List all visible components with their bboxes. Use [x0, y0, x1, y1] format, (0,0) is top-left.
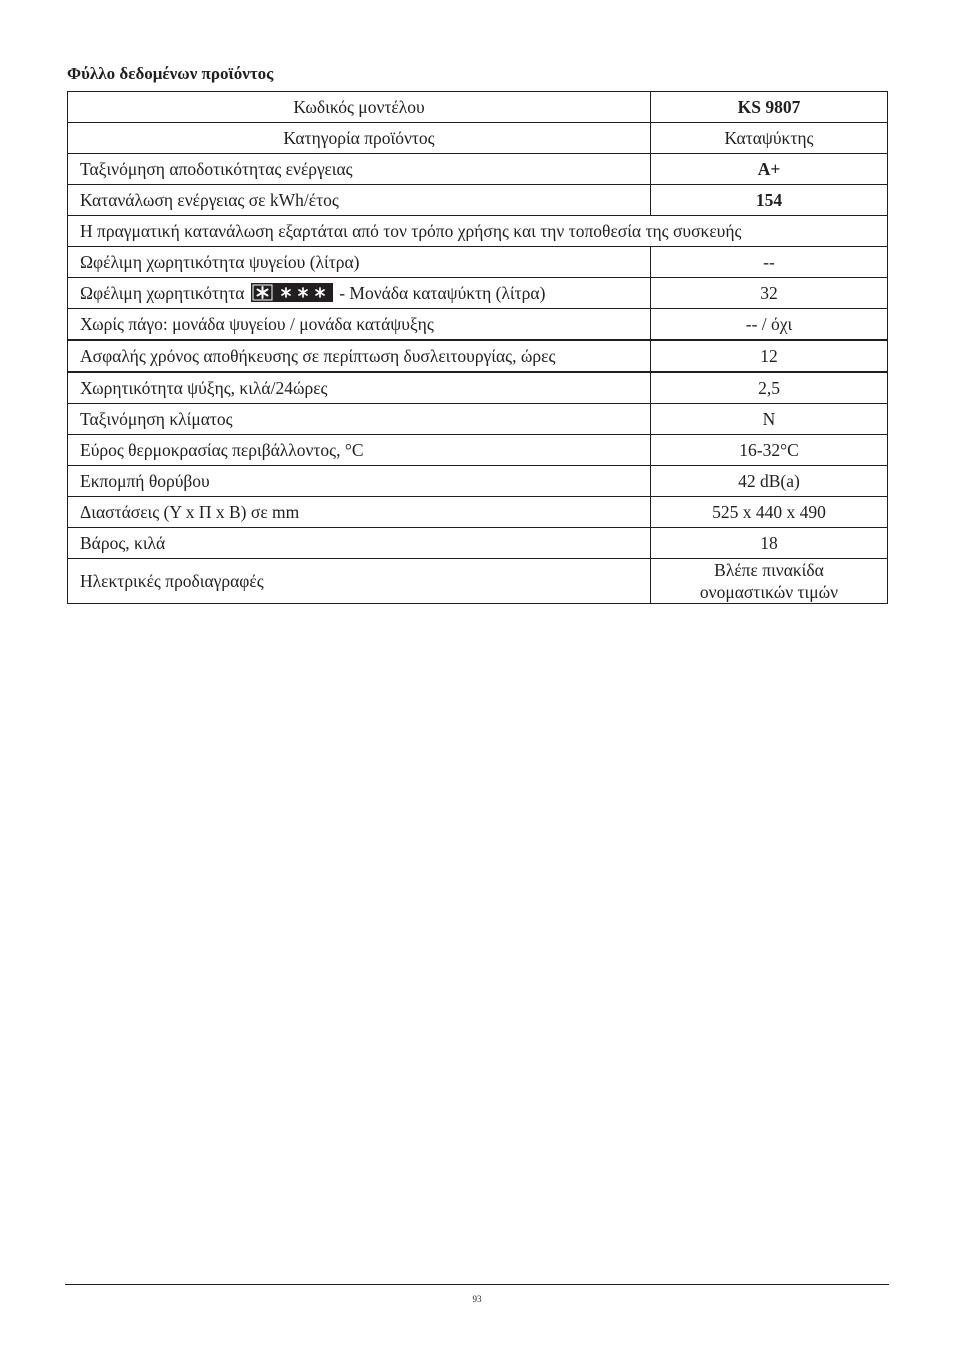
- table-row: [68, 154, 888, 185]
- row-label-energy-class: Ταξινόμηση αποδοτικότητας ενέργειας: [68, 154, 651, 185]
- row-value-climate-class: N: [651, 404, 888, 435]
- page-number: 93: [472, 1294, 482, 1304]
- row-value-ambient-temperature: 16-32°C: [651, 435, 888, 466]
- row-value-energy-class: A+: [651, 154, 888, 185]
- table-row: [68, 559, 888, 604]
- freezer-capacity-label-prefix: Ωφέλιμη χωρητικότητα: [80, 283, 245, 303]
- row-label-no-frost: Χωρίς πάγο: μονάδα ψυγείου / μονάδα κατάψυξης: [68, 309, 651, 341]
- table-row: [68, 278, 888, 309]
- row-label-freezer-capacity: [68, 278, 651, 309]
- table-row: [68, 497, 888, 528]
- table-row: [68, 466, 888, 497]
- row-value-no-frost: -- / όχι: [651, 309, 888, 341]
- table-row: [68, 92, 888, 123]
- row-label-energy-consumption: Κατανάλωση ενέργειας σε kWh/έτος: [68, 185, 651, 216]
- row-label-fridge-capacity: Ωφέλιμη χωρητικότητα ψυγείου (λίτρα): [68, 247, 651, 278]
- table-row: [68, 123, 888, 154]
- table-row: [68, 435, 888, 466]
- electrical-specs-line-2: ονομαστικών τιμών: [699, 582, 839, 602]
- table-row: [68, 247, 888, 278]
- row-value-model-code: KS 9807: [651, 92, 888, 123]
- product-data-table: [67, 91, 888, 604]
- row-value-noise-emission: 42 dB(a): [651, 466, 888, 497]
- row-note-actual-consumption: Η πραγματική κατανάλωση εξαρτάται από τον τρόπο χρήσης και την τοποθεσία της συσκευής: [68, 216, 888, 247]
- row-label-weight: Βάρος, κιλά: [68, 528, 651, 559]
- row-value-safe-storage-time: 12: [651, 340, 888, 372]
- table-row: [68, 404, 888, 435]
- electrical-specs-line-1: Βλέπε πινακίδα: [714, 560, 824, 580]
- row-label-freezing-capacity: Χωρητικότητα ψύξης, κιλά/24ώρες: [68, 372, 651, 404]
- row-label-climate-class: Ταξινόμηση κλίματος: [68, 404, 651, 435]
- table-row: [68, 216, 888, 247]
- row-label-product-category: Κατηγορία προϊόντος: [68, 123, 651, 154]
- table-row: [68, 185, 888, 216]
- table-row: [68, 309, 888, 341]
- row-label-ambient-temperature: Εύρος θερμοκρασίας περιβάλλοντος, °C: [68, 435, 651, 466]
- table-row: [68, 340, 888, 372]
- row-label-dimensions: Διαστάσεις (Υ x Π x Β) σε mm: [68, 497, 651, 528]
- freezer-four-star-icon: [251, 283, 333, 302]
- row-value-freezing-capacity: 2,5: [651, 372, 888, 404]
- row-value-product-category: Καταψύκτης: [651, 123, 888, 154]
- row-value-energy-consumption: 154: [651, 185, 888, 216]
- row-value-electrical-specs: [651, 559, 888, 604]
- footer-divider: [65, 1284, 889, 1285]
- freezer-capacity-label-suffix: - Μονάδα καταψύκτη (λίτρα): [339, 283, 546, 303]
- table-row: [68, 528, 888, 559]
- page-title: Φύλλο δεδομένων προϊόντος: [67, 64, 274, 83]
- row-label-noise-emission: Εκπομπή θορύβου: [68, 466, 651, 497]
- row-value-freezer-capacity: 32: [651, 278, 888, 309]
- table-row: [68, 372, 888, 404]
- row-value-weight: 18: [651, 528, 888, 559]
- row-label-electrical-specs: Ηλεκτρικές προδιαγραφές: [68, 559, 651, 604]
- row-label-safe-storage-time: Ασφαλής χρόνος αποθήκευσης σε περίπτωση δυσλειτουργίας, ώρες: [68, 340, 651, 372]
- row-value-dimensions: 525 x 440 x 490: [651, 497, 888, 528]
- row-label-model-code: Κωδικός μοντέλου: [68, 92, 651, 123]
- row-value-fridge-capacity: --: [651, 247, 888, 278]
